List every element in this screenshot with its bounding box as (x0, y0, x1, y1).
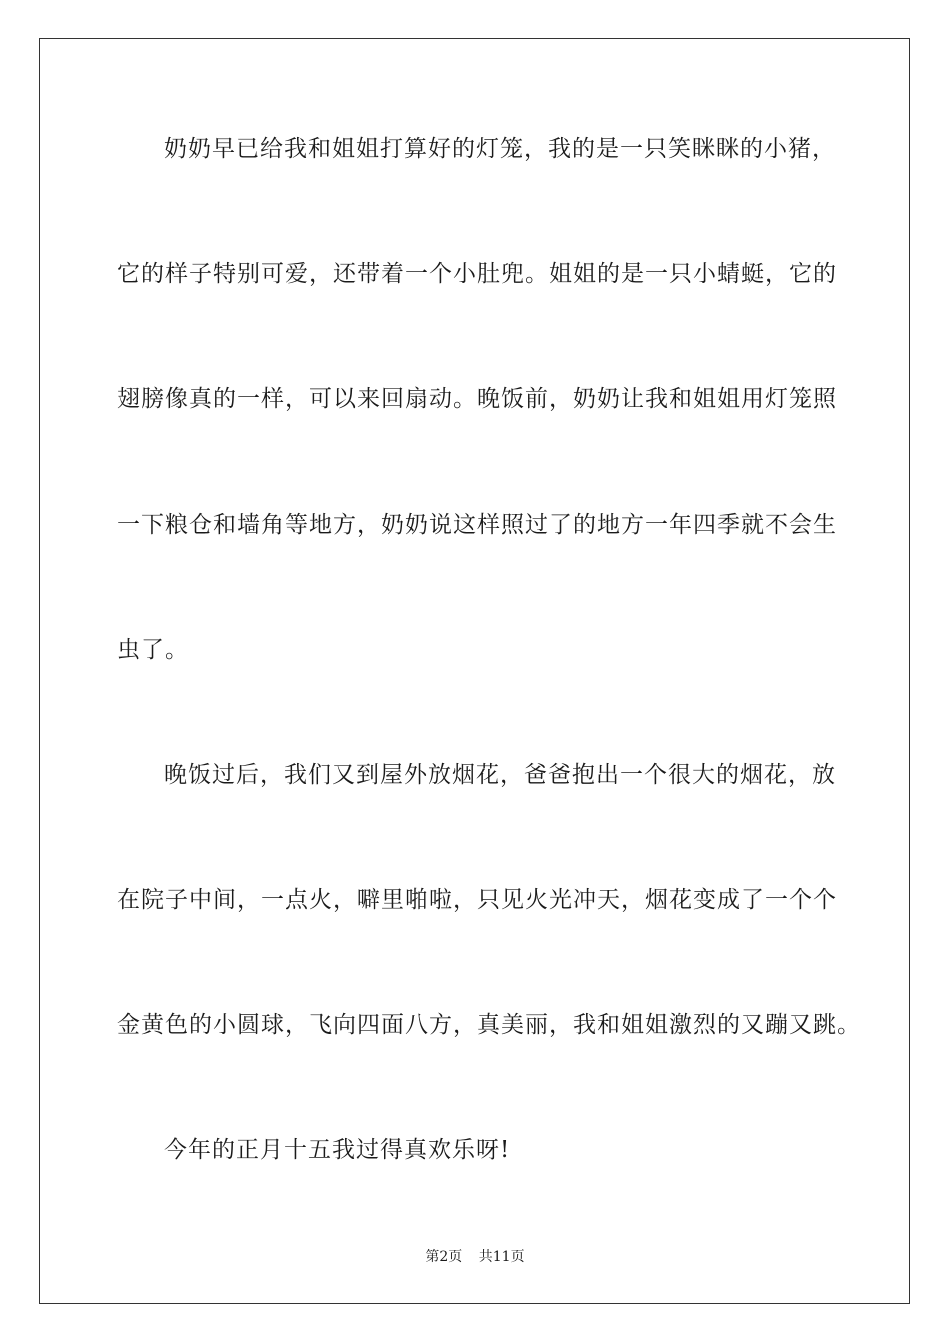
page-border (39, 38, 910, 1304)
text-line: 它的样子特别可爱，还带着一个小肚兜。姐姐的是一只小蜻蜓，它的 (117, 261, 837, 287)
text-line: 虫了。 (117, 637, 189, 663)
text-line: 今年的正月十五我过得真欢乐呀! (164, 1137, 511, 1163)
text-line: 一下粮仓和墙角等地方，奶奶说这样照过了的地方一年四季就不会生 (117, 512, 837, 538)
text-line: 金黄色的小圆球，飞向四面八方，真美丽，我和姐姐激烈的又蹦又跳。 (117, 1012, 861, 1038)
page-number: 第2页 (425, 1249, 463, 1265)
text-line: 翅膀像真的一样，可以来回扇动。晚饭前，奶奶让我和姐姐用灯笼照 (117, 386, 837, 412)
page-total: 共11页 (478, 1249, 525, 1265)
text-line: 在院子中间，一点火，噼里啪啦，只见火光冲天，烟花变成了一个个 (117, 887, 837, 913)
page-footer (0, 1246, 950, 1266)
text-line: 奶奶早已给我和姐姐打算好的灯笼，我的是一只笑眯眯的小猪， (164, 136, 836, 162)
text-line: 晚饭过后，我们又到屋外放烟花，爸爸抱出一个很大的烟花，放 (164, 762, 836, 788)
